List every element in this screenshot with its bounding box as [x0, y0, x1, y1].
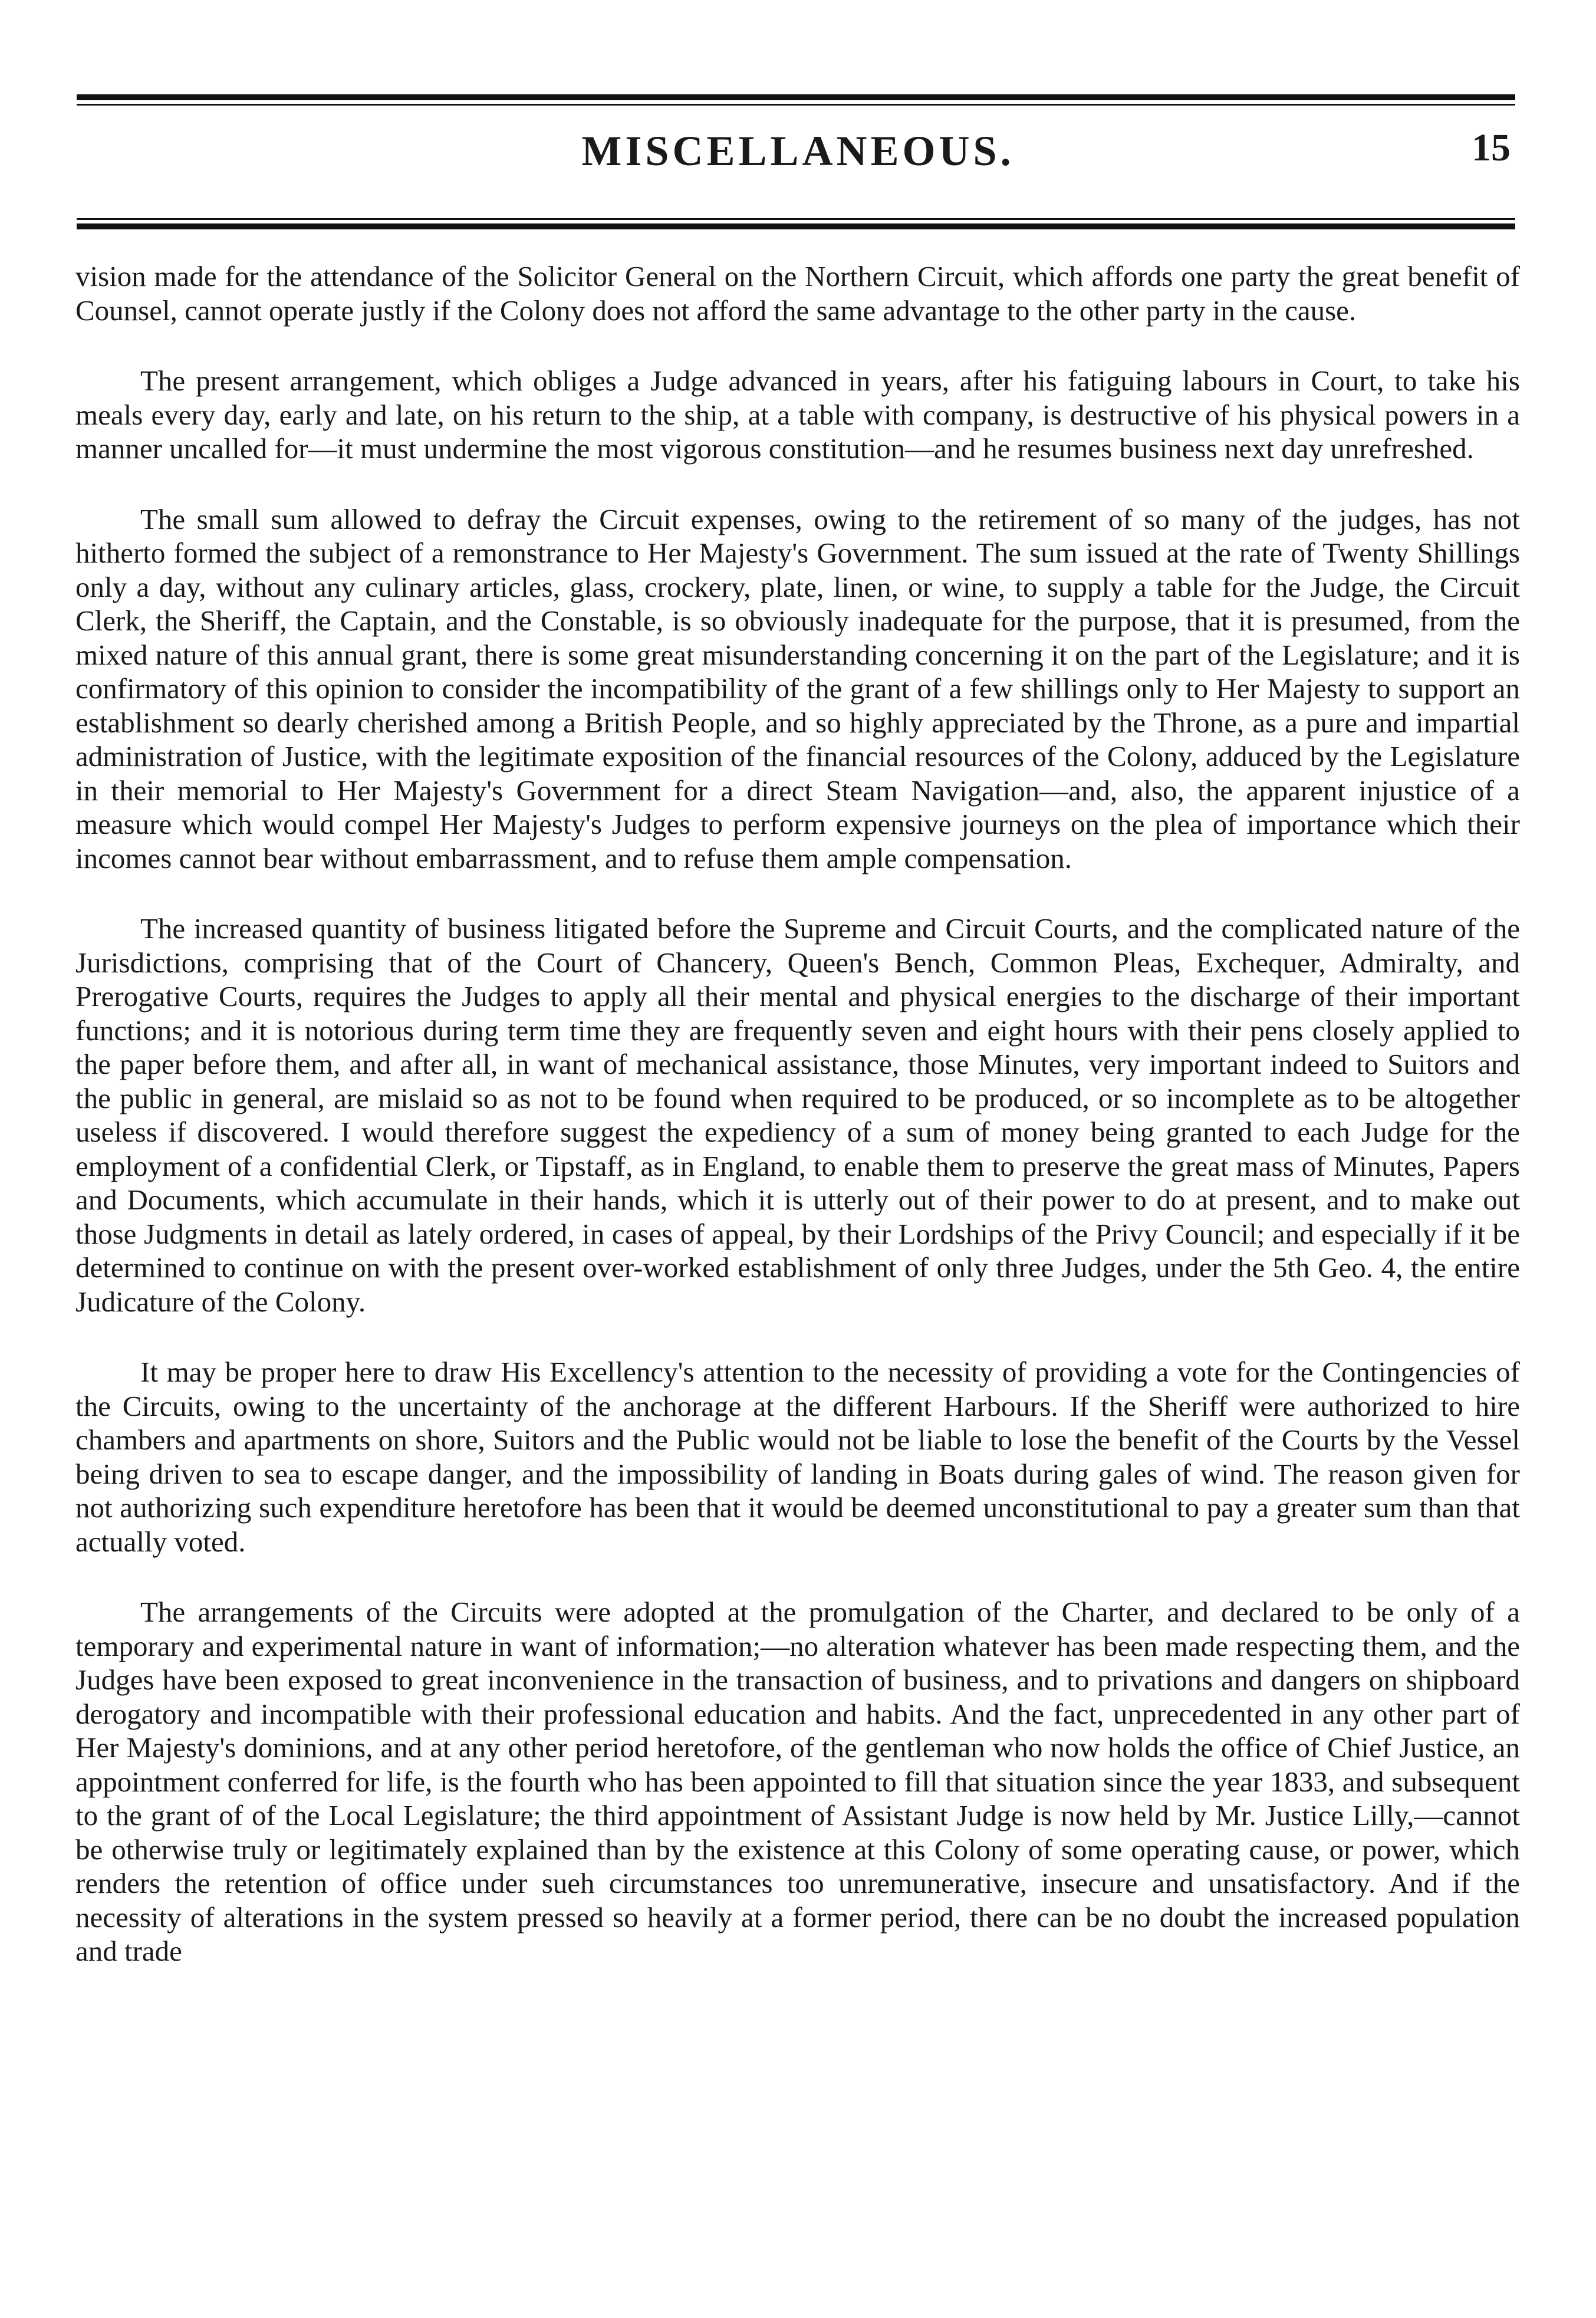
paragraph-3: The small sum allowed to defray the Circuit expenses, owing to the retirement of so many of the judges, has not hitherto formed the subject of a remonstrance to Her Majesty's Government. The sum issued at the rate of Twenty Shillings only a day, without any culinary articles, glass, crockery, plate, linen, or wine, to supply a table for the Judge, the Circuit Clerk, the Sheriff, the Captain, and the Constable, is so obviously inadequate for the purpose, that it is presumed, from the mixed nature of this annual grant, there is some great misunderstanding concerning it on the part of the Legislature; and it is confirmatory of this opinion to consider the incompatibility of the grant of a few shillings only to Her Majesty to support an establishment so dearly cherished among a British People, and so highly appreciated by the Throne, as a pure and impartial administration of Justice, with the legitimate exposition of the financial resources of the Colony, adduced by the Legislature in their memorial to Her Majesty's Government for a direct Steam Navigation—and, also, the apparent injustice of a measure which would compel Her Majesty's Judges to perform expensive journeys on the plea of importance which their incomes cannot bear without embarrassment, and to refuse them ample compensation.	[75, 502, 1520, 874]
paragraph-1: vision made for the attendance of the Solicitor General on the Northern Circuit, which affords one party the great benefit of Counsel, cannot operate justly if the Colony does not afford the same advantage to the other party in the cause.	[75, 260, 1520, 327]
header-rule-thin-lower	[77, 218, 1515, 220]
page-number: 15	[1472, 126, 1511, 169]
running-head-title: MISCELLANEOUS.	[581, 127, 1015, 175]
header-rule-bottom	[77, 218, 1515, 229]
header-rule-thick-lower	[77, 223, 1515, 229]
body-text	[75, 259, 1520, 1968]
paragraph-6: The arrangements of the Circuits were adopted at the promulgation of the Charter, and declared to be only of a temporary and experimental nature in want of information;—no alteration whatever has been made respecting them, and the Judges have been exposed to great inconvenience in the transaction of business, and to privations and dangers on shipboard derogatory and incompatible with their professional education and habits. And the fact, unprecedented in any other part of Her Majesty's dominions, and at any other period heretofore, of the gentleman who now holds the office of Chief Justice, an appointment conferred for life, is the fourth who has been appointed to fill that situation since the year 1833, and subsequent to the grant of of the Local Legislature; the third appointment of Assistant Judge is now held by Mr. Justice Lilly,—cannot be otherwise truly or legitimately explained than by the existence at this Colony of some operating cause, or power, which renders the retention of office under sueh circumstances too unremunerative, insecure and unsatisfactory. And if the necessity of alterations in the system pressed so heavily at a former period, there can be no doubt the increased population and trade	[75, 1596, 1520, 1967]
paragraph-5: It may be proper here to draw His Excellency's attention to the necessity of providing a vote for the Contingencies of the Circuits, owing to the uncertainty of the anchorage at the different Harbours. If the Sheriff were authorized to hire chambers and apartments on shore, Suitors and the Public would not be liable to lose the benefit of the Courts by the Vessel being driven to sea to escape danger, and the impossibility of landing in Boats during gales of wind. The reason given for not authorizing such expenditure heretofore has been that it would be deemed unconstitutional to pay a greater sum than that actually voted.	[75, 1356, 1520, 1558]
paragraph-4: The increased quantity of business litigated before the Supreme and Circuit Courts, and the complicated nature of the Jurisdictions, comprising that of the Court of Chancery, Queen's Bench, Common Pleas, Exchequer, Admiralty, and Prerogative Courts, requires the Judges to apply all their mental and physical energies to the discharge of their important functions; and it is notorious during term time they are frequently seven and eight hours with their pens closely applied to the paper before them, and after all, in want of mechanical assistance, those Minutes, very important indeed to Suitors and the public in general, are mislaid so as not to be found when required to be produced, or so incomplete as to be altogether useless if discovered. I would therefore suggest the expediency of a sum of money being granted to each Judge for the employment of a confidential Clerk, or Tipstaff, as in England, to enable them to preserve the great mass of Minutes, Papers and Documents, which accumulate in their hands, which it is utterly out of their power to do at present, and to make out those Judgments in detail as lately ordered, in cases of appeal, by their Lordships of the Privy Council; and especially if it be determined to continue on with the present over-worked establishment of only three Judges, under the 5th Geo. 4, the entire Judicature of the Colony.	[75, 912, 1520, 1318]
header-rule-thick	[77, 94, 1515, 100]
paragraph-2: The present arrangement, which obliges a Judge advanced in years, after his fatiguing labours in Court, to take his meals every day, early and late, on his return to the ship, at a table with company, is destructive of his physical powers in a manner uncalled for—it must undermine the most vigorous constitution—and he resumes business next day unrefreshed.	[75, 364, 1520, 465]
header-rule-top	[77, 94, 1515, 106]
header-rule-thin	[77, 104, 1515, 106]
